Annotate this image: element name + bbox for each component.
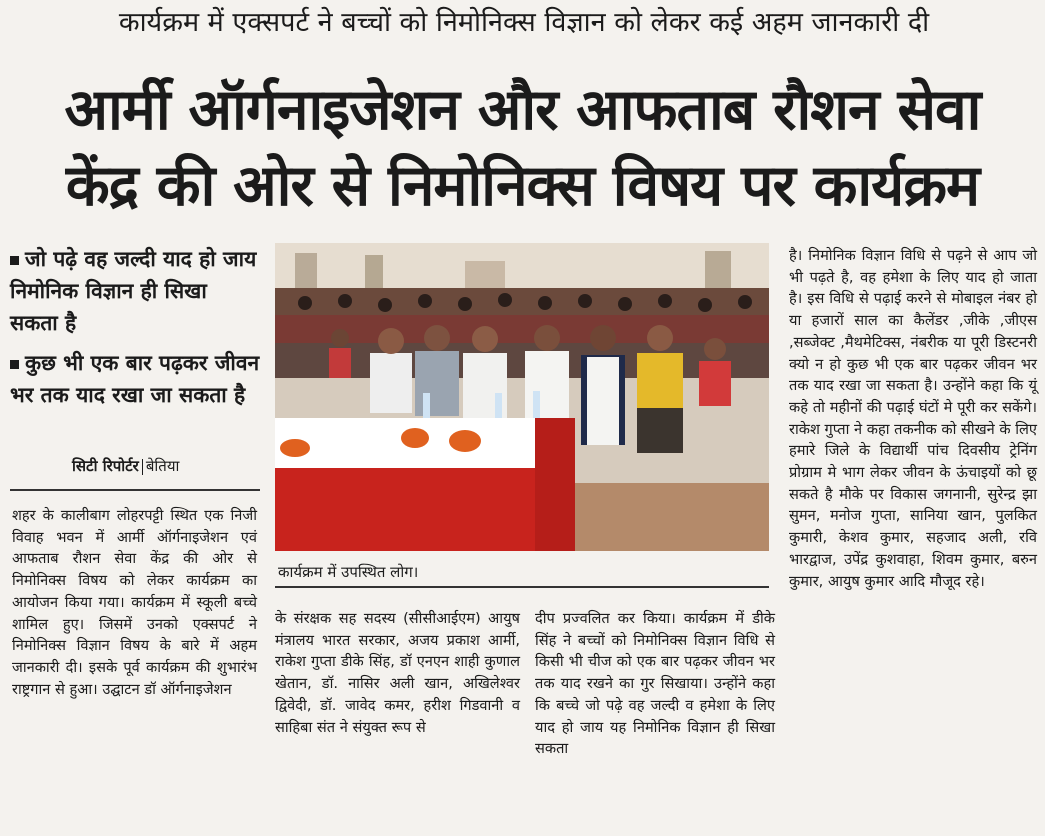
body-column-2: के संरक्षक सह सदस्य (सीसीआईएम) आयुष मंत्रालय भारत सरकार, अजय प्रकाश आर्मी, राकेश गुप्ता डीके सिंह, डॉ एनएन शाही कुणाल खेतान, डॉ. नासिर अली खान, अखिलेश्वर द्विवेदी, डॉ. जावेद कमर, हरीश गिडवानी व साहिबा संत ने संयुक्त रूप से bbox=[275, 610, 520, 736]
headline-line-2: केंद्र की ओर से निमोनिक्स विषय पर कार्यक्रम bbox=[65, 153, 980, 219]
article-headline bbox=[10, 72, 1035, 224]
audience-photo-illustration bbox=[275, 243, 769, 551]
byline-separator bbox=[142, 459, 143, 475]
body-column-1: शहर के कालीबाग लोहरपट्टी स्थित एक निजी विवाह भवन में आर्मी ऑर्गनाइजेशन एवं आफताब रौशन सेवा केंद्र की ओर से निमोनिक्स विषय को लेकर कार्यक्रम का आयोजन किया गया। कार्यक्रम में स्कूली बच्चे शामिल हुए। जिसमें उनको एक्सपर्ट ने निमोनिक्स विज्ञान विषय के बारे में अहम जानकारी दी। इसके पूर्व कार्यक्रम की शुभारंभ राष्ट्रगान से हुआ। उद्घाटन डॉ ऑर्गनाइजेशन bbox=[12, 507, 257, 698]
body-column-3: दीप प्रज्वलित कर किया। कार्यक्रम में डीके सिंह ने बच्चों को निमोनिक्स विज्ञान विधि से किसी भी चीज को एक बार पढ़कर जीवन भर तक याद रखने का गुर सिखाया। उन्होंने कहा कि बच्चे जो पढ़े वह जल्दी व हमेशा के लिए याद हो जाय यह निमोनिक विज्ञान ही सिखा सकता bbox=[535, 610, 775, 758]
highlights-box bbox=[10, 243, 260, 419]
dateline-location: बेतिया bbox=[145, 457, 180, 475]
highlight-item bbox=[10, 347, 260, 411]
byline bbox=[72, 456, 179, 476]
square-bullet-icon bbox=[10, 256, 19, 265]
highlight-text: कुछ भी एक बार पढ़कर जीवन भर तक याद रखा जा सकता है bbox=[10, 351, 260, 407]
body-column-4: है। निमोनिक विज्ञान विधि से पढ़ने से आप जो भी पढ़ते है, वह हमेशा के लिए याद हो जाता है। इस विधि से पढ़ाई करने से मोबाइल नंबर हो या हजारों साल का कैलेंडर ,जीके ,जीएस ,सब्जेक्ट ,मैथमेटिक्स, नंबरीक या पूरी डिस्टनरी क्यो न हो कुछ भी एक बार पढ़कर जीवन भर तक याद रखा जा सकता है। उन्होंने कहा कि यूं कहे तो महीनों की पढ़ाई घंटों मे पूरी कर सकेंगे। राकेश गुप्ता ने कहा तकनीक को सीखने के लिए हमारे जिले के विद्यार्थी पांच दिवसीय ट्रेनिंग प्रोग्राम मे भाग लेकर जीवन के ऊंचाइयों को छू सकते है मौके पर विकास जगनानी, सुरेन्द्र झा सुमन, मनोज गुप्ता, सानिया खान, पुलकित कुमारी, केशव कुमार, सहजाद अली, रवि भारद्वाज, उपेंद्र कुशवाहा, शिवम कुमार, बरुन कुमार, आयुष कुमार आदि मौजूद रहे। bbox=[789, 247, 1037, 590]
article-kicker: कार्यक्रम में एक्सपर्ट ने बच्चों को निमोनिक्स विज्ञान को लेकर कई अहम जानकारी दी bbox=[118, 7, 930, 38]
reporter-name: सिटी रिपोर्टर bbox=[72, 457, 139, 475]
headline-line-1: आर्मी ऑर्गनाइजेशन और आफताब रौशन सेवा bbox=[64, 77, 981, 143]
highlight-text: जो पढ़े वह जल्दी याद हो जाय निमोनिक विज्ञान ही सिखा सकता है bbox=[10, 247, 257, 335]
photo-caption: कार्यक्रम में उपस्थित लोग। bbox=[278, 563, 419, 581]
square-bullet-icon bbox=[10, 360, 19, 369]
event-photo bbox=[275, 243, 769, 551]
highlight-item bbox=[10, 243, 260, 339]
byline-rule bbox=[10, 489, 260, 491]
caption-rule bbox=[275, 586, 769, 588]
